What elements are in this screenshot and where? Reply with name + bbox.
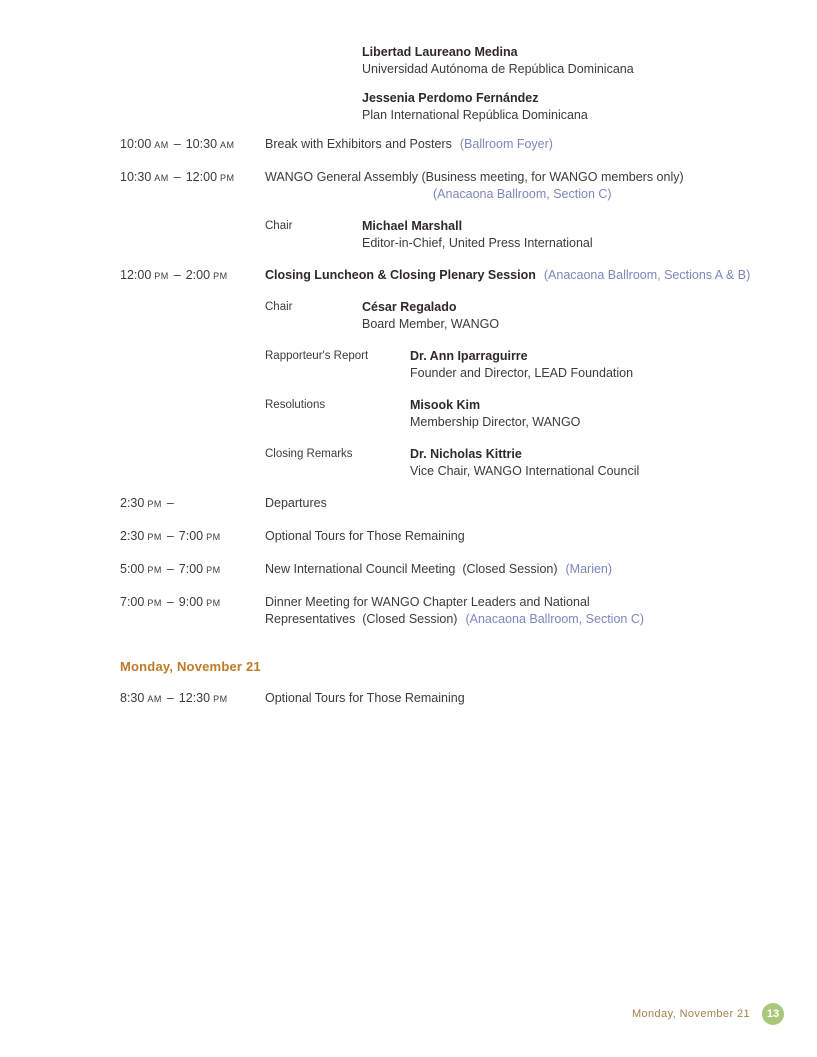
time-separator: – <box>173 170 181 184</box>
page-number-badge: 13 <box>762 1003 784 1025</box>
start-time: 12:00 <box>120 268 152 282</box>
role-label: Resolutions <box>265 399 326 411</box>
role-label: Chair <box>265 220 293 232</box>
time-range <box>120 136 265 154</box>
page-footer <box>0 1003 784 1025</box>
event-location: (Marien) <box>565 562 613 576</box>
end-meridiem: AM <box>220 140 235 150</box>
role-label: Rapporteur's Report <box>265 350 369 362</box>
schedule-row <box>120 136 777 154</box>
person-block <box>362 218 593 252</box>
event-title: WANGO General Assembly (Business meeting, for WANGO members only) <box>265 170 684 184</box>
event-title: Dinner Meeting for WANGO Chapter Leaders and National <box>265 595 590 609</box>
role-label: Chair <box>265 301 293 313</box>
start-meridiem: PM <box>154 271 169 281</box>
end-meridiem: PM <box>206 565 221 575</box>
event-title: Break with Exhibitors and Posters <box>265 137 452 151</box>
time-range <box>120 495 265 513</box>
event-body <box>265 561 777 579</box>
chair-block <box>265 218 777 252</box>
event-body <box>265 528 777 546</box>
schedule-row <box>120 690 777 708</box>
schedule-row <box>120 495 777 513</box>
person-name: Dr. Ann Iparraguirre <box>410 349 528 363</box>
person-title: Board Member, WANGO <box>362 317 500 331</box>
time-separator: – <box>166 529 174 543</box>
speaker-affiliation: Plan International República Dominicana <box>362 108 588 122</box>
person-title: Membership Director, WANGO <box>410 415 581 429</box>
start-time: 8:30 <box>120 691 145 705</box>
person-name: Michael Marshall <box>362 219 463 233</box>
start-meridiem: AM <box>147 694 162 704</box>
event-body <box>265 495 777 513</box>
event-body <box>265 594 777 628</box>
end-meridiem: PM <box>206 598 221 608</box>
event-title: Optional Tours for Those Remaining <box>265 529 465 543</box>
schedule-row <box>120 528 777 546</box>
person-title: Editor-in-Chief, United Press International <box>362 236 593 250</box>
time-separator: – <box>166 496 174 510</box>
day-heading: Monday, November 21 <box>120 659 261 674</box>
start-meridiem: PM <box>147 598 162 608</box>
speaker-name: Jessenia Perdomo Fernández <box>362 91 539 105</box>
person-block <box>410 348 633 382</box>
end-meridiem: PM <box>206 532 221 542</box>
time-range <box>120 690 265 708</box>
rapporteur-block <box>265 348 777 382</box>
start-meridiem: PM <box>147 565 162 575</box>
start-time: 7:00 <box>120 595 145 609</box>
speaker-name: Libertad Laureano Medina <box>362 45 518 59</box>
end-time: 7:00 <box>178 529 204 543</box>
speaker-entry <box>362 90 777 124</box>
start-time: 10:00 <box>120 137 152 151</box>
person-block <box>410 446 639 480</box>
end-meridiem: PM <box>220 173 235 183</box>
speakers-block <box>362 44 777 124</box>
start-time: 2:30 <box>120 529 145 543</box>
start-time: 10:30 <box>120 170 152 184</box>
time-range <box>120 561 265 579</box>
speaker-entry <box>362 44 777 78</box>
closing-remarks-block <box>265 446 777 480</box>
time-range <box>120 528 265 546</box>
end-time: 2:00 <box>185 268 211 282</box>
event-location: (Anacaona Ballroom, Sections A & B) <box>543 268 751 282</box>
event-location: (Anacaona Ballroom, Section C) <box>433 187 612 201</box>
role-label: Closing Remarks <box>265 448 353 460</box>
event-title-continued: Representatives (Closed Session) <box>265 612 458 626</box>
footer-day-label: Monday, November 21 <box>631 1007 750 1020</box>
end-time: 7:00 <box>178 562 204 576</box>
time-separator: – <box>166 562 174 576</box>
start-meridiem: AM <box>154 173 169 183</box>
person-name: Dr. Nicholas Kittrie <box>410 447 522 461</box>
time-range <box>120 594 265 628</box>
start-time: 5:00 <box>120 562 145 576</box>
speaker-affiliation: Universidad Autónoma de República Dominicana <box>362 62 634 76</box>
end-meridiem: PM <box>213 271 228 281</box>
event-location: (Anacaona Ballroom, Section C) <box>465 612 645 626</box>
person-title: Vice Chair, WANGO International Council <box>410 464 640 478</box>
person-name: Misook Kim <box>410 398 481 412</box>
event-body <box>265 267 777 480</box>
event-body <box>265 169 777 252</box>
end-meridiem: PM <box>213 694 228 704</box>
start-time: 2:30 <box>120 496 145 510</box>
schedule-row <box>120 561 777 579</box>
person-block <box>362 299 499 333</box>
time-separator: – <box>173 268 181 282</box>
person-block <box>410 397 580 431</box>
start-meridiem: AM <box>154 140 169 150</box>
event-location: (Ballroom Foyer) <box>459 137 553 151</box>
start-meridiem: PM <box>147 532 162 542</box>
time-separator: – <box>166 595 174 609</box>
event-title: New International Council Meeting (Closed Session) <box>265 562 558 576</box>
schedule-row <box>120 267 777 480</box>
schedule-row <box>120 594 777 628</box>
person-title: Founder and Director, LEAD Foundation <box>410 366 634 380</box>
event-title: Closing Luncheon & Closing Plenary Session <box>265 268 536 282</box>
time-range <box>120 169 265 252</box>
time-range <box>120 267 265 480</box>
chair-block <box>265 299 777 333</box>
end-time: 10:30 <box>185 137 218 151</box>
event-title: Optional Tours for Those Remaining <box>265 691 465 705</box>
event-body <box>265 136 777 154</box>
end-time: 12:30 <box>178 691 211 705</box>
resolutions-block <box>265 397 777 431</box>
end-time: 9:00 <box>178 595 204 609</box>
time-separator: – <box>173 137 181 151</box>
time-separator: – <box>166 691 174 705</box>
end-time: 12:00 <box>185 170 218 184</box>
start-meridiem: PM <box>147 499 162 509</box>
schedule-row <box>120 169 777 252</box>
event-body <box>265 690 777 708</box>
person-name: César Regalado <box>362 300 457 314</box>
event-title: Departures <box>265 496 327 510</box>
